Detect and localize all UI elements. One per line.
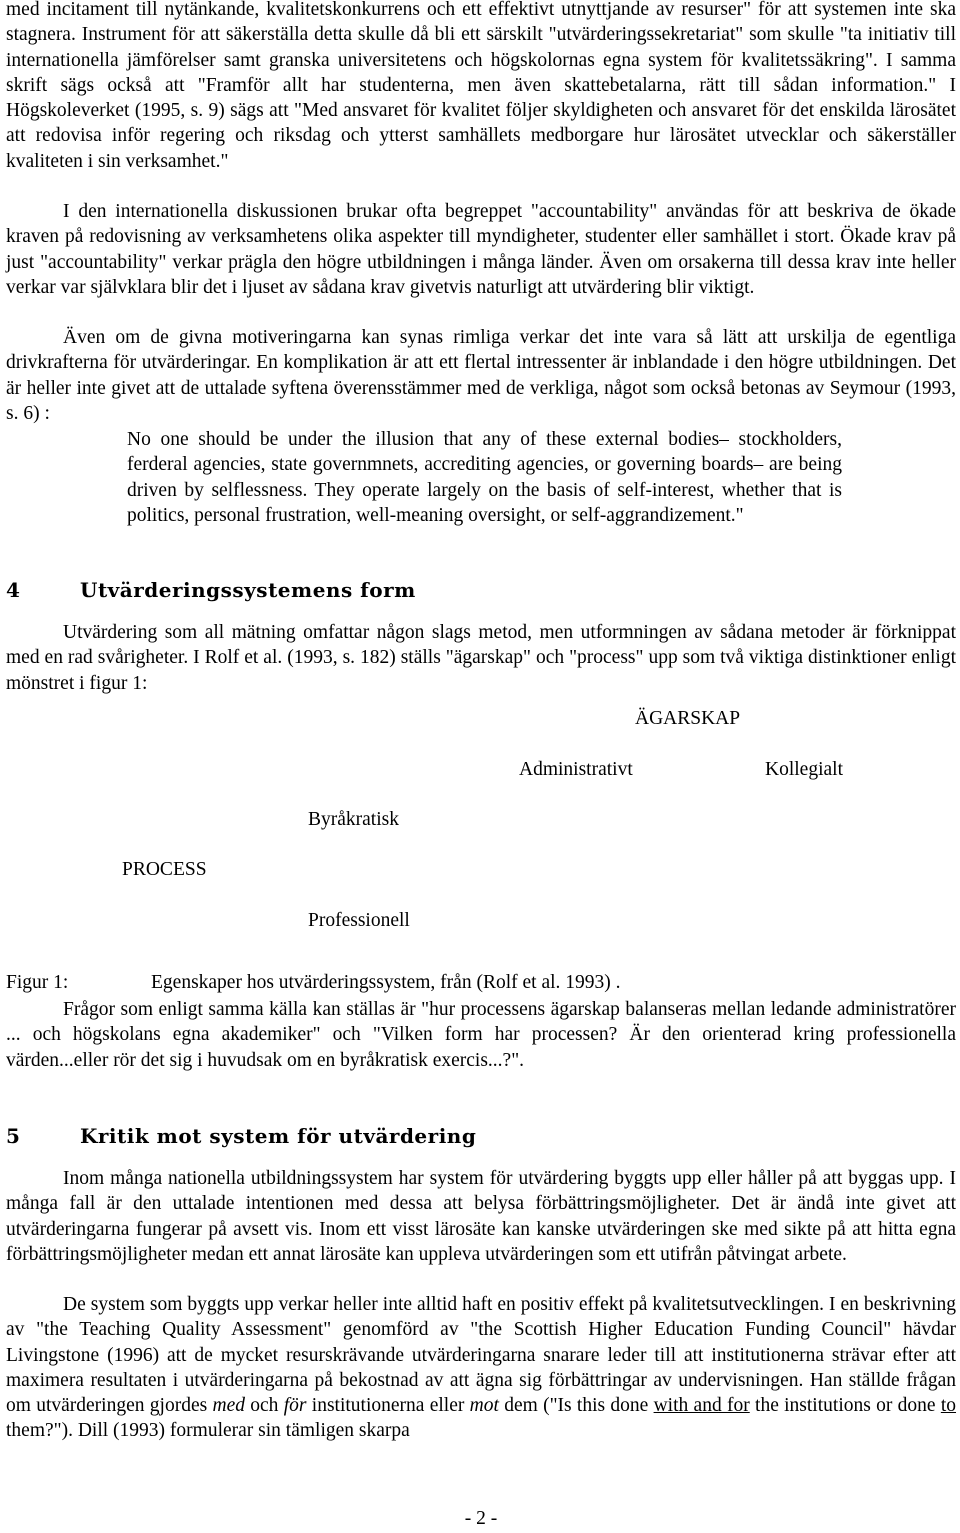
paragraph-accountability-intro: med incitament till nytänkande, kvalitetskonkurrens och ett effektivt utnyttjande av resurser" för att systemen inte ska stagnera. Instrument för att säkerställa detta skulle då bli ett särskilt "utvärderingssekretariat" som skulle "ta initiativ till internationella jämförelser samt granska universitetens och högskolornas egna system för kvalitetssäkring". I samma skrift sägs också att "Framför allt har studenterna, men även skattebetalarna, rätt till sådan information." I Högskoleverket (1995, s. 9) sägs att "Med ansvaret för kvalitet följer skyldigheten och ansvaret för det enskilda lärosätet att redovisa inför regering och riksdag och ytterst samhällets medborgare hur lärosätet utvecklar och säkerställer kvaliteten i sin verksamhet." bbox=[6, 0, 956, 172]
paragraph-motivations: Även om de givna motiveringarna kan synas rimliga verkar det inte vara så lätt att urskilja de egentliga drivkrafterna för utvärderingar. En komplikation är att ett flertal intressenter är inblandade i den högre utbildningen. Det är heller inte givet att de uttalade syftena överensstämmer med de verkliga, något som också betonas av Seymour (1993, s. 6) : bbox=[6, 327, 956, 424]
paragraph-national-systems: Inom många nationella utbildningssystem har system för utvärdering byggts upp eller håller på att byggas upp. I många fall är den uttalade intentionen med dessa att belysa förbättringsmöjligheter. Det är ändå inte givet att utvärderingarna fungerar på avsett vis. Inom ett visst lärosäte kan kanske utvärderingen ske med sikte på att hitta egna förbättringsmöjligheter medan ett annat lärosäte kan uppleva utvärderingen som ett utifrån påtvingat arbete. bbox=[6, 1168, 956, 1265]
section-number: 4 bbox=[6, 578, 21, 602]
paragraph-accountability: I den internationella diskussionen brukar ofta begreppet "accountability" användas för att beskriva de ökade kraven på redovisning av verksamhetens olika aspekter till myndigheter, studenter eller samhället i stort. Ökade krav på just "accountability" verkar prägla den högre utbildningen i många länder. Även om orsakerna till dessa krav inte heller verkar var självklara blir det i ljuset av sådana krav givetvis naturligt att utvärdering blir viktigt. bbox=[6, 201, 956, 298]
figure-caption-number: Figur 1: bbox=[6, 972, 69, 993]
figure-label-byrakratisk: Byråkratisk bbox=[308, 809, 399, 830]
figure-caption-text: Egenskaper hos utvärderingssystem, från (Rolf et al. 1993) . bbox=[151, 972, 621, 993]
paragraph-figure-intro: Utvärdering som all mätning omfattar någon slags metod, men utformningen av sådana metoder är förknippat med en rad svårigheter. I Rolf et al. (1993, s. 182) ställs "ägarskap" och "process" upp som två viktiga distinktioner enligt mönstret i figur 1: bbox=[6, 622, 956, 694]
figure-label-administrativt: Administrativt bbox=[519, 759, 633, 780]
figure-caption bbox=[6, 972, 621, 994]
section-title: Kritik mot system för utvärdering bbox=[80, 1124, 477, 1148]
block-quote-seymour: No one should be under the illusion that any of these external bodies– stockholders, ferderal agencies, state governmnets, accrediting agencies, or governing boards– are being driven by selflessness. They operate largely on the basis of self-interest, whether that is politics, personal frustration, well-meaning oversight, or self-aggrandizement." bbox=[127, 429, 842, 526]
page-number: - 2 - bbox=[464, 1508, 498, 1529]
figure-label-process: PROCESS bbox=[122, 859, 207, 880]
figure-label-professionell: Professionell bbox=[308, 910, 410, 931]
paragraph-critique: De system som byggts upp verkar heller inte alltid haft en positiv effekt på kvalitetsutvecklingen. I en beskrivning av "the Teaching Quality Assessment" genomförd av "the Scottish Higher Education Funding Council" hävdar Livingstone (1996) att de mycket resurskrävande utvärderingarna snarare leder till att institutionerna strävar efter att maximera resultaten i utvärderingarna på bekostnad av att ägna sig förbättringar av undervisningen. Han ställde frågan om utvärderingen gjordes med och för institutionerna eller mot dem ("Is this done with and for the institutions or done to them?"). Dill (1993) formulerar sin tämligen skarpa bbox=[6, 1294, 957, 1442]
section-heading-4 bbox=[6, 578, 416, 602]
section-heading-5 bbox=[6, 1124, 476, 1148]
section-title: Utvärderingssystemens form bbox=[80, 578, 416, 602]
section-number: 5 bbox=[6, 1124, 21, 1148]
figure-label-kollegialt: Kollegialt bbox=[765, 759, 843, 780]
paragraph-questions: Frågor som enligt samma källa kan ställas är "hur processens ägarskap balanseras mellan ledande administratörer ... och högskolans egna akademiker" och "Vilken form har processen? Är den orienterad kring professionella värden...eller rör det sig i huvudsak om en byråkratisk exercis...?". bbox=[6, 999, 956, 1071]
figure-label-agarskap: ÄGARSKAP bbox=[635, 708, 741, 729]
